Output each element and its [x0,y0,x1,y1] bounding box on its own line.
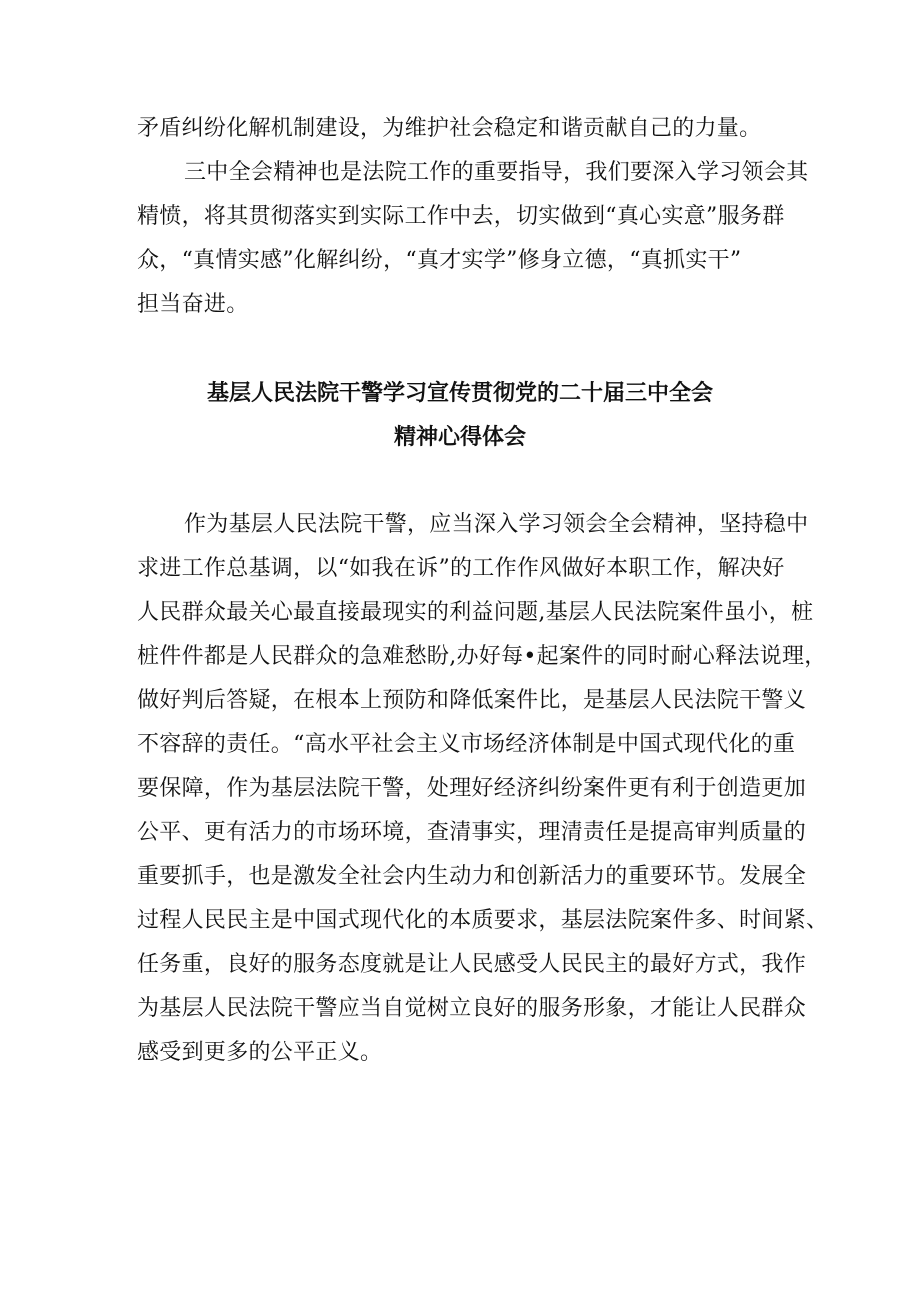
paragraph-two-line: 精愤，将其贯彻落实到实际工作中去，切实做到“真心实意”服务群 [137,204,785,229]
article-title-line-2: 精神心得体会 [393,425,526,450]
body-line: 为基层人民法院干警应当自觉树立良好的服务形象，才能让人民群众 [137,996,807,1021]
body-line: 过程人民民主是中国式现代化的本质要求，基层法院案件多、时间紧、 [137,908,829,933]
body-line: 作为基层人民法院干警，应当深入学习领会全会精神，坚持稳中 [184,512,809,537]
body-line: 不容辞的责任。“高水平社会主义市场经济体制是中国式现代化的重 [137,732,796,757]
body-line: 要保障，作为基层法院干警，处理好经济纠纷案件更有利于创造更加 [137,776,807,801]
paragraph-two-line: 众，“真情实感”化解纠纷，“真才实学”修身立德，“真抓实干” [137,248,742,273]
paragraph-two-line: 三中全会精神也是法院工作的重要指导，我们要深入学习领会其 [184,160,809,185]
body-line: 做好判后答疑，在根本上预防和降低案件比，是基层人民法院干警义 [137,688,807,713]
body-line: 公平、更有活力的市场环境，查清事实，理清责任是提高审判质量的 [137,820,807,845]
paragraph-tail-line: 矛盾纠纷化解机制建设，为维护社会稳定和谐贡献自己的力量。 [137,116,762,141]
article-title-line-1: 基层人民法院干警学习宣传贯彻党的二十届三中全会 [206,381,713,406]
body-line: 桩件件都是人民群众的急难愁盼,办好每•起案件的同时耐心释法说理， [137,644,827,669]
paragraph-two-line: 担当奋进。 [137,292,249,317]
body-line: 任务重，良好的服务态度就是让人民感受人民民主的最好方式，我作 [137,952,807,977]
body-line: 重要抓手，也是激发全社会内生动力和创新活力的重要环节。发展全 [137,864,807,889]
body-line: 感受到更多的公平正义。 [137,1040,383,1065]
body-line: 人民群众最关心最直接最现实的利益问题,基层人民法院案件虽小，桩 [137,600,814,625]
body-line: 求进工作总基调，以“如我在诉”的工作作风做好本职工作，解决好 [137,556,785,581]
